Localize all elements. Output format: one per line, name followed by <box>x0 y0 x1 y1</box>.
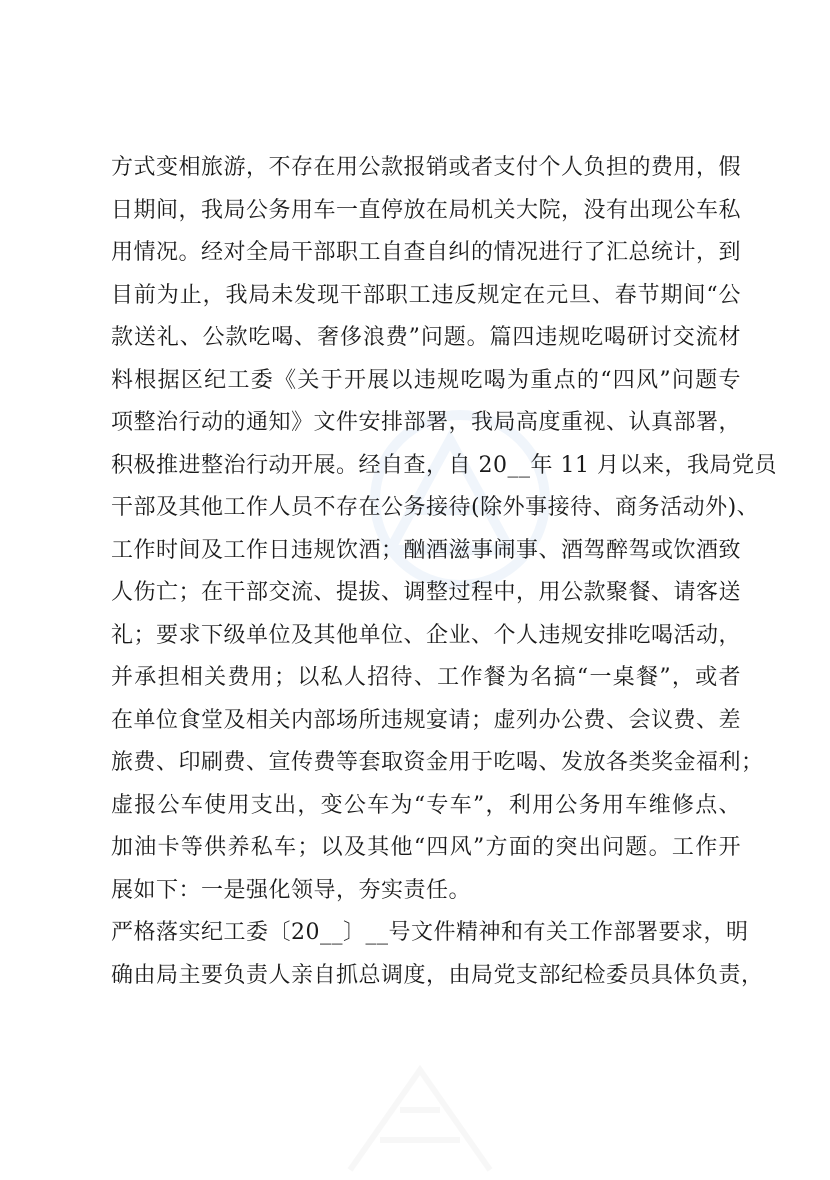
text-line: 在单位食堂及相关内部场所违规宴请；虚列办公费、会议费、差 <box>111 707 742 733</box>
watermark-stamp-icon <box>330 1050 510 1180</box>
text-line: 礼；要求下级单位及其他单位、企业、个人违规安排吃喝活动， <box>111 622 742 648</box>
text-line: 方式变相旅游，不存在用公款报销或者支付个人负担的费用，假 <box>111 155 742 180</box>
text-line: 项整治行动的通知》文件安排部署，我局高度重视、认真部署， <box>111 410 742 435</box>
text-line: 料根据区纪工委《关于开展以违规吃喝为重点的“四风”问题专 <box>111 367 741 393</box>
text-line: 用情况。经对全局干部职工自查自纠的情况进行了汇总统计，到 <box>111 240 742 265</box>
text-line: 工作时间及工作日违规饮酒；酗酒滋事闹事、酒驾醉驾或饮酒致 <box>111 537 742 563</box>
text-line: 目前为止，我局未发现干部职工违反规定在元旦、春节期间“公 <box>111 282 741 308</box>
text-line: 加油卡等供养私车；以及其他“四风”方面的突出问题。工作开 <box>111 835 741 860</box>
text-line: 虚报公车使用支出，变公车为“专车”，利用公务用车维修点、 <box>111 792 741 818</box>
text-line: 严格落实纪工委〔20__〕__号文件精神和有关工作部署要求，明 <box>111 920 749 945</box>
text-line: 日期间，我局公务用车一直停放在局机关大院，没有出现公车私 <box>111 197 742 223</box>
text-line: 并承担相关费用；以私人招待、工作餐为名搞“一桌餐”，或者 <box>111 665 741 690</box>
text-line: 确由局主要负责人亲自抓总调度，由局党支部纪检委员具体负责， <box>111 962 764 988</box>
text-line: 旅费、印刷费、宣传费等套取资金用于吃喝、发放各类奖金福利； <box>111 750 764 775</box>
text-line: 人伤亡；在干部交流、提拔、调整过程中，用公款聚餐、请客送 <box>111 580 742 605</box>
body-text <box>111 147 777 997</box>
text-line: 展如下：一是强化领导，夯实责任。 <box>111 877 472 903</box>
text-line: 积极推进整治行动开展。经自查，自 20__年 11 月以来，我局党员 <box>111 452 777 478</box>
text-line: 款送礼、公款吃喝、奢侈浪费”问题。篇四违规吃喝研讨交流材 <box>111 325 741 350</box>
text-line: 干部及其他工作人员不存在公务接待(除外事接待、商务活动外)、 <box>111 495 760 520</box>
